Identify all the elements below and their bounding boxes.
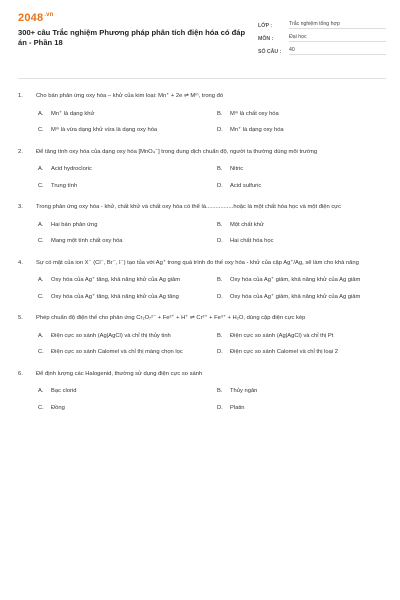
- meta-value: Trắc nghiệm tổng hợp: [289, 21, 386, 29]
- options-grid: [18, 332, 386, 357]
- meta-value: Đại học: [289, 34, 386, 42]
- question-number: 6.: [18, 370, 23, 377]
- option-letter: B.: [217, 221, 223, 228]
- option-letter: A.: [38, 166, 44, 172]
- option-letter: A.: [38, 388, 44, 394]
- option-letter: D.: [217, 182, 223, 189]
- meta-label: SỐ CÂU :: [258, 49, 282, 55]
- option-a[interactable]: [38, 165, 207, 174]
- option-c[interactable]: [38, 237, 207, 246]
- option-text: Oxy hóa của Ag⁺ giảm, khả năng khử của Ag giảm: [230, 293, 361, 300]
- question-number: 4.: [18, 259, 23, 266]
- option-text: Điện cực so sánh Calomel và chỉ thị loại 2: [230, 349, 338, 355]
- option-c[interactable]: [38, 126, 207, 135]
- question-text: Sự có mặt của ion X⁻ (Cl⁻, Br⁻, I⁻) tạo tủa với Ag⁺ trong quá trình đo thế oxy hóa - khử của cặp Ag⁺/Ag, sẽ làm cho khả năng: [36, 259, 359, 266]
- option-text: Oxy hóa của Ag⁺ giảm, khả năng khử của Ag giảm: [230, 277, 361, 283]
- logo-suffix: .vn: [44, 12, 54, 19]
- option-c[interactable]: [38, 348, 207, 357]
- option-letter: C.: [38, 238, 44, 244]
- option-text: Một chất khử: [230, 221, 264, 228]
- question-text: Để tăng tính oxy hóa của dạng oxy hóa [MnO₄⁻] trong dung dịch chuẩn độ, người ta thường dùng môi trường: [36, 148, 318, 155]
- option-text: Mn⁺ là dạng oxy hóa: [230, 127, 284, 133]
- question-number: 1.: [18, 93, 23, 99]
- option-letter: C.: [38, 127, 44, 133]
- question-number: 3.: [18, 204, 23, 210]
- question-4: [18, 259, 386, 302]
- option-text: Nitric: [230, 166, 244, 172]
- option-text: Mᵐ là chất oxy hóa: [230, 110, 279, 117]
- option-text: Platin: [230, 404, 245, 411]
- options-grid: [18, 387, 386, 412]
- option-b[interactable]: [217, 165, 386, 174]
- option-letter: D.: [217, 238, 223, 244]
- option-text: Acid hydrocloric: [51, 166, 92, 172]
- options-grid: [18, 110, 386, 135]
- option-letter: B.: [217, 332, 223, 339]
- option-text: Điện cực so sánh (Ag|AgCl) và chỉ thị Pt: [230, 332, 334, 339]
- question-1: [18, 92, 386, 135]
- question-3: [18, 203, 386, 246]
- header-left: [18, 12, 248, 70]
- option-d[interactable]: [217, 182, 386, 191]
- option-text: Mn⁺ là dạng khử: [51, 110, 95, 117]
- option-letter: D.: [217, 349, 223, 355]
- option-a[interactable]: [38, 221, 207, 230]
- meta-label: LỚP :: [258, 23, 273, 29]
- option-letter: A.: [38, 110, 44, 117]
- option-letter: B.: [217, 388, 223, 394]
- question-header: [18, 370, 386, 379]
- option-c[interactable]: [38, 293, 207, 302]
- question-header: [18, 314, 386, 323]
- question-header: [18, 259, 386, 268]
- question-text: Phép chuẩn độ điện thế cho phản ứng Cr₂O₇²⁻ + Fe²⁺ + H⁺ ⇌ Cr³⁺ + Fe³⁺ + H₂O, dùng cặp điện cực kép: [36, 315, 306, 321]
- option-letter: B.: [217, 166, 223, 172]
- question-text: Để định lượng các Halogenid, thường sử dụng điện cực so sánh: [36, 370, 203, 377]
- options-grid: [18, 276, 386, 301]
- question-2: [18, 148, 386, 191]
- option-b[interactable]: [217, 110, 386, 119]
- option-letter: D.: [217, 293, 223, 300]
- question-number: 2.: [18, 148, 23, 155]
- option-letter: C.: [38, 182, 44, 189]
- option-d[interactable]: [217, 237, 386, 246]
- option-letter: D.: [217, 404, 223, 411]
- meta-label: MÔN :: [258, 36, 274, 42]
- option-text: Bạc clorid: [51, 388, 77, 394]
- option-letter: A.: [38, 277, 44, 283]
- option-letter: A.: [38, 221, 44, 228]
- question-6: [18, 370, 386, 413]
- header: [18, 12, 386, 70]
- option-text: Hai chất hóa học: [230, 238, 274, 244]
- option-d[interactable]: [217, 348, 386, 357]
- option-text: Hai bán phản ứng: [51, 221, 98, 228]
- option-text: Oxy hóa của Ag⁺ tăng, khả năng khử của Ag tăng: [51, 293, 179, 300]
- meta-box: [258, 16, 386, 70]
- option-a[interactable]: [38, 276, 207, 285]
- option-c[interactable]: [38, 182, 207, 191]
- question-header: [18, 92, 386, 101]
- document-title: 300+ câu Trắc nghiệm Phương pháp phân tích điện hóa có đáp án - Phần 18: [18, 28, 246, 47]
- option-text: Trung tính: [51, 182, 78, 189]
- option-letter: C.: [38, 349, 44, 355]
- question-header: [18, 148, 386, 157]
- option-d[interactable]: [217, 404, 386, 413]
- options-grid: [18, 165, 386, 190]
- option-c[interactable]: [38, 404, 207, 413]
- option-letter: C.: [38, 293, 44, 300]
- question-5: [18, 314, 386, 357]
- question-text: Trong phản ứng oxy hóa - khử, chất khử và chất oxy hóa có thể là.................hoặc là một chất hóa học và một điện cực: [36, 204, 341, 210]
- option-text: Điện cực so sánh Calomel và chỉ thị màng chọn lọc: [51, 349, 183, 355]
- option-d[interactable]: [217, 293, 386, 302]
- option-b[interactable]: [217, 276, 386, 285]
- option-text: Điện cực so sánh (Ag|AgCl) và chỉ thị thủy tinh: [51, 332, 171, 339]
- option-text: Oxy hóa của Ag⁺ tăng, khả năng khử của Ag giảm: [51, 277, 181, 283]
- option-letter: B.: [217, 110, 223, 117]
- options-grid: [18, 221, 386, 246]
- option-b[interactable]: [217, 332, 386, 341]
- option-letter: D.: [217, 127, 223, 133]
- meta-row-subject: [258, 29, 386, 42]
- option-letter: A.: [38, 332, 44, 339]
- option-d[interactable]: [217, 126, 386, 135]
- option-letter: C.: [38, 404, 44, 411]
- option-text: Đồng: [51, 404, 65, 411]
- question-header: [18, 203, 386, 212]
- site-logo[interactable]: [18, 12, 248, 24]
- meta-value: 40: [289, 47, 386, 55]
- option-b[interactable]: [217, 221, 386, 230]
- logo-main: 2048: [18, 12, 44, 24]
- option-text: Mang một tính chất oxy hóa: [51, 238, 123, 244]
- option-text: Thủy ngân: [230, 388, 258, 394]
- option-a[interactable]: [38, 110, 207, 119]
- option-letter: B.: [217, 277, 223, 283]
- option-a[interactable]: [38, 387, 207, 396]
- meta-row-class: [258, 16, 386, 29]
- question-text: Cho bán phản ứng oxy hóa – khử của kim loại: Mn⁺ + 2e ⇌ Mᵐ, trong đó: [36, 93, 224, 99]
- option-text: Acid sulfuric: [230, 182, 262, 189]
- option-b[interactable]: [217, 387, 386, 396]
- header-divider: [18, 78, 386, 79]
- option-text: Mᵐ là vừa dạng khử vừa là dạng oxy hóa: [51, 127, 158, 133]
- option-a[interactable]: [38, 332, 207, 341]
- question-number: 5.: [18, 315, 23, 321]
- meta-row-count: [258, 42, 386, 55]
